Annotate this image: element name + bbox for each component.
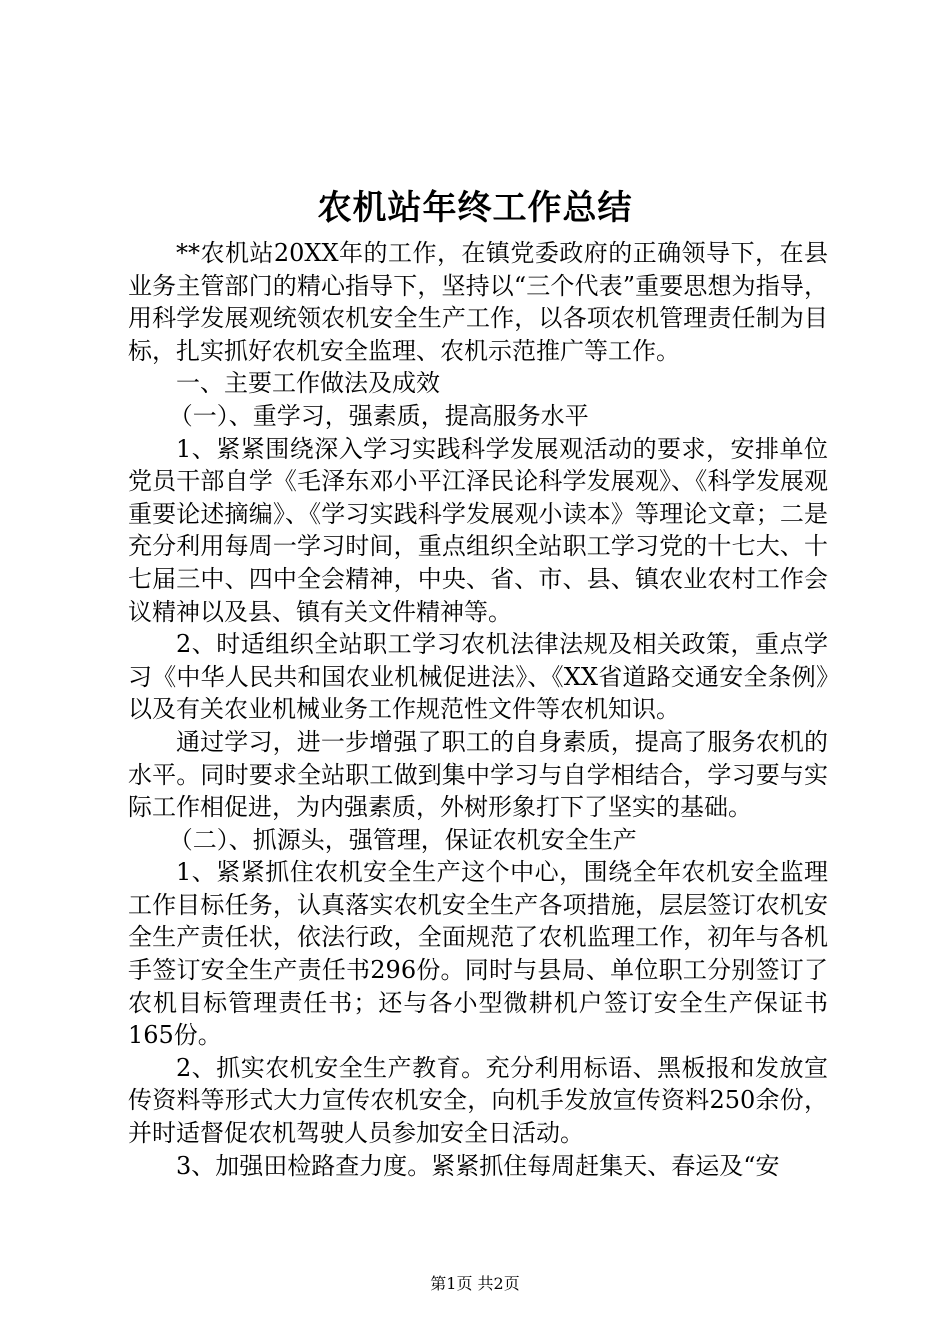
page-footer: 第1页 共2页 [430, 1274, 520, 1293]
body-paragraph: 2、时适组织全站职工学习农机法律法规及相关政策，重点学习《中华人民共和国农业机械促进法》、《XX省道路交通安全条例》以及有关农业机械业务工作规范性文件等农机知识。 [128, 630, 828, 724]
section-heading: 一、主要工作做法及成效 [176, 369, 440, 398]
document-body [128, 237, 828, 1182]
body-paragraph: 通过学习，进一步增强了职工的自身素质，提高了服务农机的水平。同时要求全站职工做到集中学习与自学相结合，学习要与实际工作相促进，为内强素质，外树形象打下了坚实的基础。 [128, 727, 828, 822]
intro-paragraph: **农机站20XX年的工作，在镇党委政府的正确领导下，在县业务主管部门的精心指导下，坚持以“三个代表”重要思想为指导，用科学发展观统领农机安全生产工作，以各项农机管理责任制为目标，扎实抓好农机安全监理、农机示范推广等工作。 [128, 239, 828, 365]
body-paragraph: 1、紧紧抓住农机安全生产这个中心，围绕全年农机安全监理工作目标任务，认真落实农机安全生产各项措施，层层签订农机安全生产责任状，依法行政，全面规范了农机监理工作，初年与各机手签订安全生产责任书296份。同时与县局、单位职工分别签订了农机目标管理责任书；还与各小型微耕机户签订安全生产保证书165份。 [128, 858, 828, 1050]
body-paragraph: 1、紧紧围绕深入学习实践科学发展观活动的要求，安排单位党员干部自学《毛泽东邓小平江泽民论科学发展观》、《科学发展观重要论述摘编》、《学习实践科学发展观小读本》等理论文章；二是充分利用每周一学习时间，重点组织全站职工学习党的十七大、十七届三中、四中全会精神，中央、省、市、县、镇农业农村工作会议精神以及县、镇有关文件精神等。 [128, 434, 828, 626]
body-paragraph: 2、抓实农机安全生产教育。充分利用标语、黑板报和发放宣传资料等形式大力宣传农机安全，向机手发放宣传资料250余份，并时适督促农机驾驶人员参加安全日活动。 [128, 1053, 828, 1148]
subsection-heading: （一）、重学习，强素质，提高服务水平 [168, 401, 589, 430]
document-title: 农机站年终工作总结 [317, 188, 633, 228]
subsection-heading: （二）、抓源头，强管理，保证农机安全生产 [168, 825, 637, 854]
body-paragraph: 3、加强田检路查力度。紧紧抓住每周赶集天、春运及“安 [176, 1151, 780, 1180]
